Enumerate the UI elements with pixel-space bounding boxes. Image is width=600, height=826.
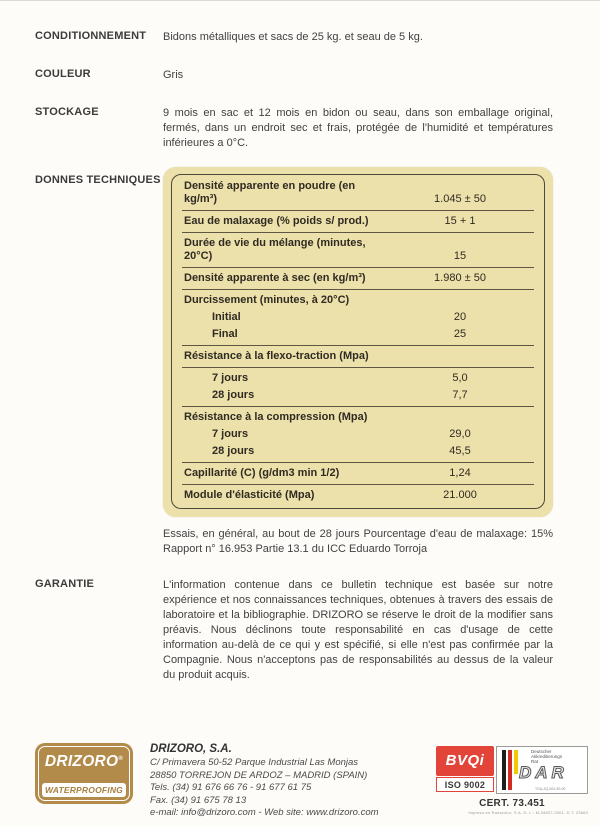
table-row-value: 29,0 bbox=[449, 428, 471, 440]
dar-header-text bbox=[531, 749, 562, 764]
technical-data-table bbox=[171, 174, 545, 509]
table-row-label: Résistance à la flexo-traction (Mpa) bbox=[184, 350, 369, 362]
certificate-number: CERT. 73.451 bbox=[479, 798, 545, 809]
section-label: STOCKAGE bbox=[35, 106, 99, 118]
table-row-value: 5,0 bbox=[452, 372, 468, 384]
section-conditionnement bbox=[0, 30, 600, 45]
company-email-web: e-mail: info@drizoro.com - Web site: www.drizoro.com bbox=[150, 807, 379, 818]
table-row-label: Densité apparente en poudre (en kg/m³) bbox=[184, 180, 356, 205]
section-donnees-techniques bbox=[0, 167, 600, 557]
iso-9002-badge: ISO 9002 bbox=[436, 777, 494, 792]
table-group-header bbox=[172, 292, 544, 309]
table-row-value: 1.980 ± 50 bbox=[434, 272, 486, 284]
dar-header-line: Deutscher bbox=[531, 749, 552, 754]
company-phone: Tels. (34) 91 676 66 76 - 91 677 61 75 bbox=[150, 782, 312, 793]
drizoro-logo bbox=[35, 743, 133, 804]
table-row bbox=[172, 309, 544, 326]
table-row-label: Durée de vie du mélange (minutes, 20°C) bbox=[184, 237, 366, 262]
dar-logo bbox=[496, 746, 588, 794]
essais-note: Essais, en général, au bout de 28 jours Pourcentage d'eau de malaxage: 15% Rapport n° 16.953 Partie 13.1 du ICC Eduardo Torroja bbox=[163, 528, 553, 555]
certification-block bbox=[436, 746, 588, 809]
table-row-label: 7 jours bbox=[212, 428, 249, 440]
table-row bbox=[172, 487, 544, 504]
registered-mark: ® bbox=[118, 755, 124, 762]
row-divider bbox=[182, 345, 534, 346]
table-group-header bbox=[172, 409, 544, 426]
table-row-label: 28 jours bbox=[212, 445, 255, 457]
table-row-label: Module d'élasticité (Mpa) bbox=[184, 489, 315, 501]
section-text: 9 mois en sac et 12 mois en bidon ou seau, dans son emballage original, fermés, dans un endroit sec et frais, protégée de l'humidité et températures inférieures a 0°C. bbox=[163, 107, 553, 149]
table-row-label: 28 jours bbox=[212, 389, 255, 401]
page-content bbox=[0, 1, 600, 683]
row-divider bbox=[182, 406, 534, 407]
company-fax: Fax. (34) 91 675 78 13 bbox=[150, 794, 247, 806]
table-row bbox=[172, 213, 544, 230]
table-row-value: 1,24 bbox=[449, 467, 471, 479]
row-divider bbox=[182, 367, 534, 368]
section-couleur bbox=[0, 68, 600, 83]
bvqi-logo bbox=[436, 746, 494, 792]
section-text: L'information contenue dans ce bulletin technique est basée sur notre expérience et nos connaissances techniques, obtenues à travers des essais de laboratoire et la bibliographie. DRIZORO se réserve le droit de la modifier sans préavis. Nous déclinons toute responsabilité en cas d'usage de cette information au-delà de ce qui y est spécifié, si elle n'est pas confirmée par la Compagnie. Nous n'acceptons pas de responsabilités au dessus de la valeur du produit acquis. bbox=[163, 579, 553, 681]
print-imprint-note: Impreso en Ruescolor, S.A. D. L.: M-34837-2001. D.T. 23663 bbox=[468, 810, 588, 815]
table-row-value: 15 bbox=[453, 250, 467, 262]
drizoro-logo-inner bbox=[38, 746, 130, 801]
footer bbox=[35, 743, 588, 823]
section-text: Gris bbox=[163, 69, 184, 81]
technical-data-panel bbox=[163, 167, 553, 517]
table-row bbox=[172, 443, 544, 460]
dar-header-line: Akkreditierungs bbox=[531, 754, 563, 759]
company-name: DRIZORO, S.A. bbox=[150, 743, 232, 755]
table-row-label: Densité apparente à sec (en kg/m³) bbox=[184, 272, 366, 284]
table-row-label: Résistance à la compression (Mpa) bbox=[184, 411, 368, 423]
bvqi-logo-mark: BVQi bbox=[436, 746, 494, 776]
table-row-label: Initial bbox=[212, 311, 241, 323]
datasheet-page bbox=[0, 1, 600, 826]
section-text: Bidons métalliques et sacs de 25 kg. et seau de 5 kg. bbox=[163, 31, 423, 43]
table-row bbox=[172, 326, 544, 343]
dar-letters: DAR bbox=[519, 763, 568, 782]
company-address-line: C/ Primavera 50-52 Parque Industrial Las Monjas bbox=[150, 757, 359, 768]
table-row-label: Capillarité (C) (g/dm3 min 1/2) bbox=[184, 467, 340, 479]
table-row-value: 7,7 bbox=[452, 389, 468, 401]
table-row-label: Durcissement (minutes, à 20°C) bbox=[184, 294, 350, 306]
company-info bbox=[150, 743, 436, 820]
section-label: CONDITIONNEMENT bbox=[35, 30, 147, 42]
row-divider bbox=[182, 462, 534, 463]
table-row-label: Final bbox=[212, 328, 238, 340]
dar-header-line: Rat bbox=[531, 759, 539, 764]
row-divider bbox=[182, 210, 534, 211]
row-divider bbox=[182, 232, 534, 233]
table-row-value: 20 bbox=[453, 311, 467, 323]
table-row-value: 15 + 1 bbox=[444, 215, 476, 227]
table-row bbox=[172, 387, 544, 404]
row-divider bbox=[182, 484, 534, 485]
drizoro-logo-wordmark bbox=[39, 747, 129, 771]
table-row bbox=[172, 270, 544, 287]
row-divider bbox=[182, 289, 534, 290]
dar-flag-stripe-yellow bbox=[514, 750, 518, 774]
table-row-value: 21.000 bbox=[443, 489, 477, 501]
table-row bbox=[172, 235, 544, 265]
table-row-value: 1.045 ± 50 bbox=[434, 193, 486, 205]
certification-logos bbox=[436, 746, 588, 794]
table-row bbox=[172, 426, 544, 443]
section-stockage bbox=[0, 106, 600, 151]
table-row-value: 25 bbox=[453, 328, 467, 340]
table-row bbox=[172, 178, 544, 208]
company-address-line: 28850 TORREJON DE ARDOZ – MADRID (SPAIN) bbox=[150, 769, 368, 781]
row-divider bbox=[182, 267, 534, 268]
logo-brand-text: DRIZORO bbox=[44, 753, 119, 770]
section-garantie bbox=[0, 578, 600, 683]
section-label: DONNES TECHNIQUES bbox=[35, 174, 161, 186]
drizoro-logo-tagline: WATERPROOFING bbox=[42, 783, 126, 798]
table-row-value: 45,5 bbox=[449, 445, 471, 457]
table-row bbox=[172, 465, 544, 482]
section-label: COULEUR bbox=[35, 68, 91, 80]
dar-code: TGA-ZQ-002-90-00 bbox=[535, 787, 566, 791]
section-label: GARANTIE bbox=[35, 578, 95, 590]
dar-flag-stripe-red bbox=[508, 750, 512, 790]
table-row bbox=[172, 370, 544, 387]
dar-flag-stripe-black bbox=[502, 750, 506, 790]
section-body bbox=[163, 167, 553, 557]
table-group-header bbox=[172, 348, 544, 365]
table-row-label: 7 jours bbox=[212, 372, 249, 384]
table-row-label: Eau de malaxage (% poids s/ prod.) bbox=[184, 215, 369, 227]
